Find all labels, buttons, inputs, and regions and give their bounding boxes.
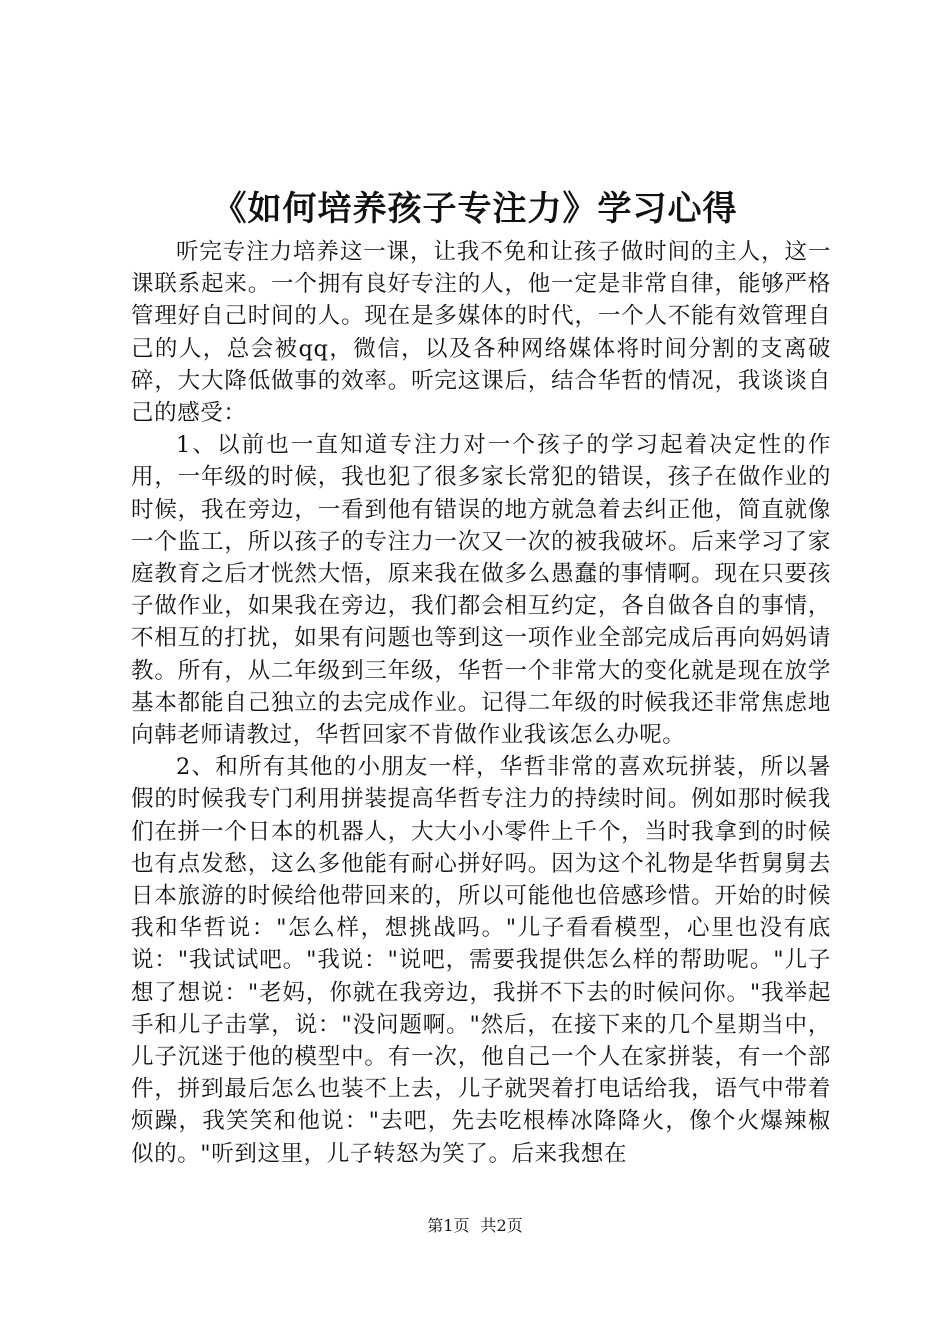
paragraph-intro: 听完专注力培养这一课，让我不免和让孩子做时间的主人，这一课联系起来。一个拥有良好专注的人，他一定是非常自律，能够严格管理好自己时间的人。现在是多媒体的时代，一个人不能有效管理自己的人，总会被qq，微信，以及各种网络媒体将时间分割的支离破碎，大大降低做事的效率。听完这课后，结合华哲的情况，我谈谈自己的感受： — [131, 239, 831, 427]
page-number: 第1页 — [427, 1216, 470, 1235]
document-body — [131, 236, 831, 1170]
page-footer — [0, 1214, 950, 1238]
paragraph-point-2: 2、和所有其他的小朋友一样，华哲非常的喜欢玩拼装，所以暑假的时候我专门利用拼装提高华哲专注力的持续时间。例如那时候我们在拼一个日本的机器人，大大小小零件上千个，当时我拿到的时候也有点发愁，这么多他能有耐心拼好吗。因为这个礼物是华哲舅舅去日本旅游的时候给他带回来的，所以可能他也倍感珍惜。开始的时候我和华哲说："怎么样，想挑战吗。"儿子看看模型，心里也没有底说："我试试吧。"我说："说吧，需要我提供怎么样的帮助呢。"儿子想了想说："老妈，你就在我旁边，我拼不下去的时候问你。"我举起手和儿子击掌，说："没问题啊。"然后，在接下来的几个星期当中，儿子沉迷于他的模型中。有一次，他自己一个人在家拼装，有一个部件，拼到最后怎么也装不上去，儿子就哭着打电话给我，语气中带着烦躁，我笑笑和他说："去吧，先去吃根棒冰降降火，像个火爆辣椒似的。"听到这里，儿子转怒为笑了。后来我想在 — [131, 754, 831, 1167]
page-total: 共2页 — [480, 1216, 523, 1235]
document-title: 《如何培养孩子专注力》学习心得 — [212, 189, 738, 229]
paragraph-point-1: 1、以前也一直知道专注力对一个孩子的学习起着决定性的作用，一年级的时候，我也犯了很多家长常犯的错误，孩子在做作业的时候，我在旁边，一看到他有错误的地方就急着去纠正他，简直就像一个监工，所以孩子的专注力一次又一次的被我破坏。后来学习了家庭教育之后才恍然大悟，原来我在做多么愚蠢的事情啊。现在只要孩子做作业，如果我在旁边，我们都会相互约定，各自做各自的事情，不相互的打扰，如果有问题也等到这一项作业全部完成后再向妈妈请教。所有，从二年级到三年级，华哲一个非常大的变化就是现在放学基本都能自己独立的去完成作业。记得二年级的时候我还非常焦虑地向韩老师请教过，华哲回家不肯做作业我该怎么办呢。 — [131, 432, 831, 749]
